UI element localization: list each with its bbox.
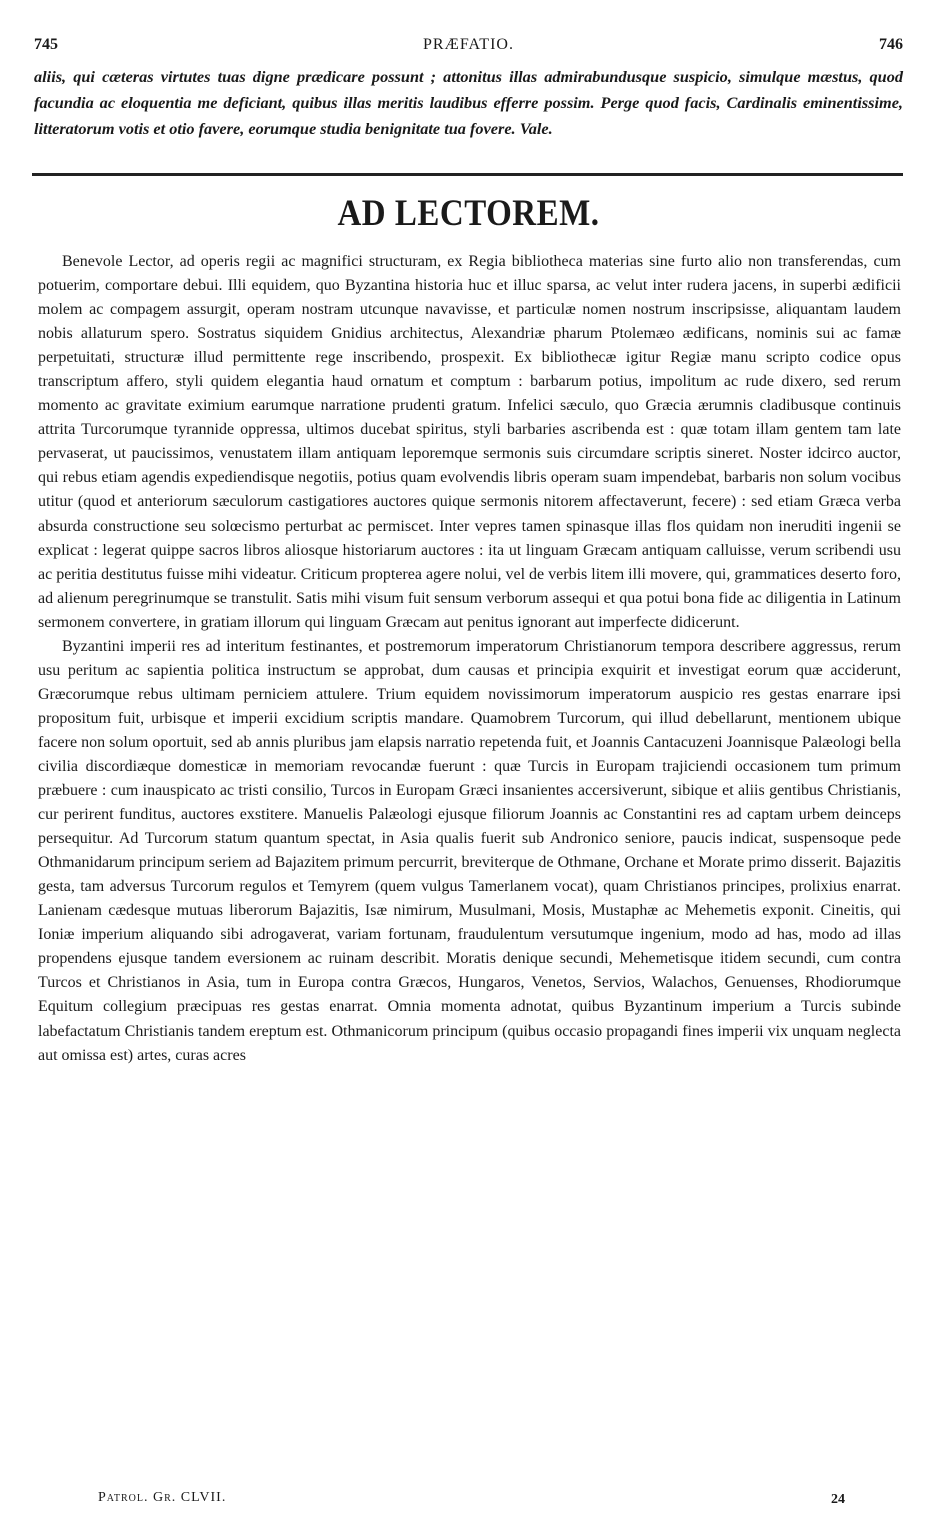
page-header [30,36,907,58]
previous-section-ending: aliis, qui cæteras virtutes tuas digne prædicare possunt ; attonitus illas admirabundusque suspicio, simulque mæstus, quod facundia ac eloquentia me deficiant, quibus illas meritis laudibus efferre possim. Perge quod facis, Cardinalis eminentissime, litteratorum votis et otio favere, eorumque studia benignitate tua fovere. Vale. [34,67,903,138]
signature-mark: 24 [831,1492,845,1507]
section-title: AD LECTOREM. [337,193,600,235]
paragraph: Byzantini imperii res ad interitum festinantes, et postremorum imperatorum Christianorum tempora describere aggressus, rerum usu peritum ac sapientia politica instructum se approbat, dum causas et principia exquirit et investigat eorum quæ acciderunt, Græcorumque rebus ultimam perniciem attulere. Trium equidem novissimorum imperatorum auspicio res gestas enarrare ipsi propositum fuit, urbisque et imperii excidium scriptis mandare. Quamobrem Turcorum, qui illud debellarunt, mentionem ubique facere non solum oportuit, sed ab annis pluribus jam elapsis narratio repetenda fuit, et Joannis Cantacuzeni Joannisque Palæologi bella civilia discordiæque domesticæ in memoriam revocandæ fuerunt : quæ Turcis in Europam trajiciendi occasionem tum primum præbuere : cum inauspicato ac tristi consilio, Turcos in Europam Græci insanientes accersiverunt, sibique et aliis gentibus Christianis, cur perirent funditus, auctores exstitere. Manuelis Palæologi ejusque filiorum Joannis ac Constantini res ad captam urbem deinceps persequitur. Ad Turcorum statum quantum spectat, in Asia qualis fuerit sub Andronico seniore, paucis indicat, suspensoque pede Othmanidarum principum seriem ad Bajazitem primum percurrit, breviterque de Othmane, Orchane et Morate primo disserit. Bajazitis gesta, tam adversus Turcorum regulos et Temyrem (quem vulgus Tamerlanem vocat), quam Christianos principes, prolixius enarrat. Lanienam cædesque mutuas liberorum Bajazitis, Isæ nimirum, Musulmani, Mosis, Mustaphæ ac Mehemetis exponit. Cineitis, qui Ioniæ imperium aliquando sibi adrogaverat, variam fortunam, fraudulentum versutumque ingenium, modo ad has, modo ad illas propendens ejusque tandem eversionem ac ruinam describit. Moratis denique secundi, Mehemetisque itidem secundi, cum contra Turcos et Christianos in Asia, tum in Europa contra Græcos, Hungaros, Venetos, Servios, Walachos, Genuenses, Rhodiorumque Equitum collegium præcipuas res gestas enarrat. Omnia momenta adnotat, quibus Byzantinum imperium a Turcis subinde labefactatum Christianis tandem ereptum est. Othmanicorum principum (quibus occasio propagandi fines imperii vix unquam neglecta aut omissa est) artes, curas acres [38,637,901,1064]
page-number-right: 746 [879,36,903,53]
page-number-left: 745 [34,36,58,53]
page-footer [98,1490,845,1510]
paragraph: Benevole Lector, ad operis regii ac magnifici structuram, ex Regia bibliotheca materias sine furto alio non transferendas, cum potuerim, comportare debui. Illi equidem, quo Byzantina historia huc et illuc sparsa, ac velut inter rudera jacens, in superbi ædificii molem ac compagem assurgit, operam nostram utcunque navavisse, et particulæ nomen nostrum inscripsisse, aliquantam laudem nobis allaturum spero. Sostratus siquidem Gnidius architectus, Alexandriæ pharum Ptolemæo ædificans, nominis sui ac famæ perpetuitati, structuræ illud permittente rege inscribendo, prospexit. Ex bibliothecæ igitur Regiæ manu scripto codice opus transcriptum affero, styli quidem elegantia haud ornatum et comptum : barbarum potius, impolitum ac rude dixero, sed rerum momento ac gravitate eximium earumque narratione prudenti gratum. Infelici sæculo, quo Græcia ærumnis cladibusque continuis attrita Turcorumque tyrannide oppressa, ultimos ducebat spiritus, styli barbaries ascribenda est : quæ totam illam gentem tam late pervaserat, ut paucissimos, venustatem illam antiquam leporemque sermonis suis circumdare scriptis sineret. Noster idcirco auctor, qui rebus etiam agendis expediendisque negotiis, potius quam evolvendis libris operam suam impendebat, barbaris non solum vocibus utitur (quod et anteriorum sæculorum castigatiores auctores quique sermonis nitorem affectaverunt, fecere) : sed etiam Græca verba absurda constructione seu solœcismo perturbat ac permiscet. Inter vepres tamen spinasque illas flos quidam non ineruditi ingenii se explicat : legerat quippe sacros libros aliosque historiarum auctores : ita ut linguam Græcam antiquam calluisse, verum scribendi usu ac peritia destitutus fuisse mihi videatur. Criticum propterea agere nolui, vel de verbis litem illi movere, qui, grammatices deserto foro, ad alienum peregrinumque se transtulit. Satis mihi visum fuit sensum verborum assequi et qua potui bona fide ac diligentia in Latinum sermonem convertere, in gratiam illorum qui linguam Græcam aut penitus ignorant aut imperfecte didicerunt. [38,253,901,631]
main-text [38,250,901,1068]
series-reference: Patrol. Gr. CLVII. [98,1490,227,1505]
running-title: PRÆFATIO. [423,36,514,53]
section-divider [32,173,903,176]
